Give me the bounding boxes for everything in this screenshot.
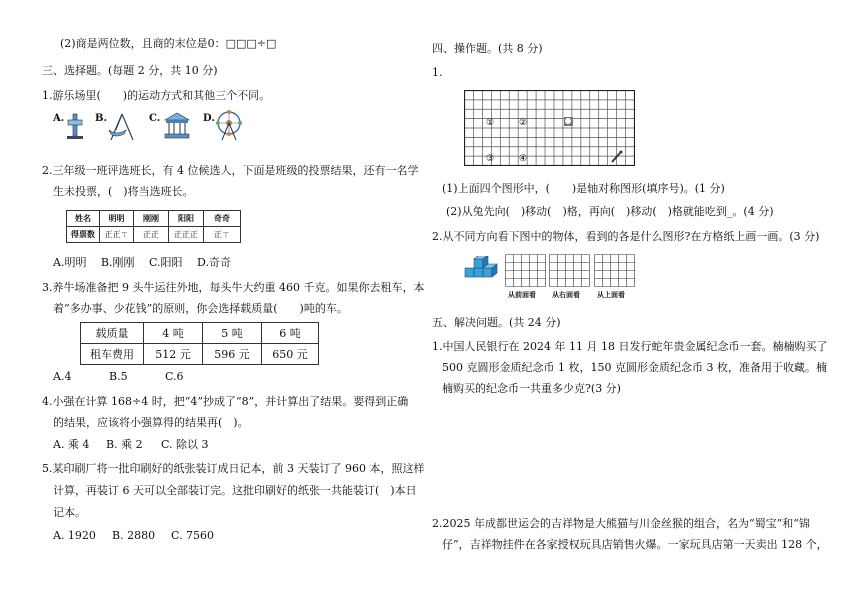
drop-tower-icon: [64, 112, 86, 140]
vote-tally: 正正: [134, 227, 169, 243]
choice-q5-line2: 计算，再装订 6 天可以全部装订完。这批印刷好的纸张一共能装订( )本日: [53, 484, 417, 497]
choice-q3-line1: 3.养牛场准备把 9 头牛运往外地，每头牛大约重 460 千克。如果你去租车，本: [42, 281, 425, 294]
q5-option-a: A. 1920: [53, 529, 96, 542]
cost-cell: 650 元: [262, 344, 319, 365]
view-grid-papers: [505, 254, 637, 288]
rabbit-icon: [564, 117, 573, 126]
grid-with-shapes: [464, 90, 635, 166]
q5-option-c: C. 7560: [171, 529, 215, 542]
vote-table-header-row: [67, 211, 241, 227]
q4-option-b: B. 乘 2: [106, 438, 143, 451]
vote-table-header: 奇奇: [204, 211, 241, 227]
pirate-ship-icon: [106, 112, 138, 142]
choice-q5-line3: 记本。: [53, 506, 86, 519]
choice-q1-text: 1.游乐场里( )的运动方式和其他三个不同。: [42, 89, 271, 102]
choice-q2-options: A.明明 B.刚刚 C.阳阳 D.奇奇: [53, 256, 231, 269]
operation-q1-sub1: (1)上面四个图形中，( )是轴对称图形(填序号)。(1 分): [442, 182, 725, 195]
ferris-wheel-icon: [214, 110, 244, 142]
vote-table-header: 明明: [100, 211, 134, 227]
shape-2-marker: ②: [519, 118, 528, 128]
vote-table-header: 阳阳: [169, 211, 204, 227]
cost-label: 租车费用: [81, 344, 144, 365]
problem-1-line3: 楠购买的纪念币一共重多少克?(3 分): [442, 382, 621, 395]
cost-cell: 512 元: [144, 344, 203, 365]
vote-tally: 正正ㄒ: [100, 227, 134, 243]
option-d-label: D.: [203, 113, 215, 124]
vote-table-header: 刚刚: [134, 211, 169, 227]
section-4-title: 四、操作题。(共 8 分): [432, 42, 543, 55]
problem-2-line1: 2.2025 年成都世运会的吉祥物是大熊猫与川金丝猴的组合，名为“蜀宝”和“锦: [432, 517, 810, 530]
right-view-caption: 从右面看: [552, 290, 580, 299]
front-view-caption: 从前面看: [508, 290, 536, 299]
choice-q2-line2: 生未投票，( )将当选班长。: [53, 185, 194, 198]
vote-table-row-label: 得票数: [67, 227, 100, 243]
q5-option-b: B. 2880: [112, 529, 156, 542]
capacity-cell: 6 吨: [262, 323, 319, 344]
capacity-row: [81, 323, 319, 344]
problem-2-line2: 仔”，吉祥物挂件在各家授权玩具店销售火爆。一家玩具店第一天卖出 128 个，: [442, 538, 828, 551]
vote-tally: 正正正: [169, 227, 204, 243]
problem-1-line2: 500 克圆形金质纪念币 1 枚，150 克圆形金质纪念币 3 枚，准备用于收藏。楠: [442, 361, 827, 374]
choice-q4-line1: 4.小强在计算 168÷4 时，把“4”抄成了“8”，并计算出了结果。要得到正确: [42, 395, 409, 408]
operation-q1-label: 1.: [432, 66, 443, 79]
question-2-subpart: (2)商是两位数，且商的末位是0：□□□÷□: [60, 37, 277, 50]
capacity-label: 载质量: [81, 323, 144, 344]
problem-1-line1: 1.中国人民银行在 2024 年 11 月 18 日发行蛇年贵金属纪念币一套。楠楠购买了: [432, 340, 828, 353]
capacity-cell: 4 吨: [144, 323, 203, 344]
shape-3-marker: ③: [486, 154, 495, 164]
cost-row: [81, 344, 319, 365]
q3-option-a: A.4: [53, 370, 72, 383]
carousel-icon: [162, 110, 192, 140]
section-3-title: 三、选择题。(每题 2 分，共 10 分): [42, 64, 218, 77]
top-view-caption: 从上面看: [597, 290, 625, 299]
q4-option-a: A. 乘 4: [53, 438, 90, 451]
choice-q5-line1: 5.某印刷厂将一批印刷好的纸张装订成日记本，前 3 天装订了 960 本，照这样: [42, 462, 425, 475]
shape-1-marker: ①: [486, 118, 495, 128]
option-b-label: B.: [95, 113, 107, 124]
truck-rental-table: [80, 322, 319, 365]
cost-cell: 596 元: [203, 344, 262, 365]
shape-4-marker: ④: [519, 154, 528, 164]
section-5-title: 五、解决问题。(共 24 分): [432, 316, 561, 329]
choice-q2-line1: 2.三年级一班评选班长，有 4 位候选人，下面是班级的投票结果，还有一名学: [42, 164, 419, 177]
vote-table-header: 姓名: [67, 211, 100, 227]
operation-q1-sub2: (2)从兔先向( )移动( )格，再向( )移动( )格就能吃到_。(4 分): [446, 205, 774, 218]
q4-option-c: C. 除以 3: [161, 438, 209, 451]
vote-table-count-row: [67, 227, 241, 243]
choice-q4-line2: 的结果，应该将小强算得的结果再( )。: [53, 416, 249, 429]
q3-option-b: B.5: [109, 370, 128, 383]
cube-stack-icon: [463, 256, 509, 288]
q3-option-c: C.6: [165, 370, 184, 383]
choice-q3-line2: 着“多办事、少花钱”的原则，你会选择载质量( )吨的车。: [53, 302, 348, 315]
option-a-label: A.: [53, 113, 65, 124]
option-c-label: C.: [149, 113, 161, 124]
vote-result-table: [66, 210, 241, 243]
operation-q2: 2.从不同方向看下图中的物体，看到的各是什么图形?在方格纸上画一画。(3 分): [432, 230, 820, 243]
capacity-cell: 5 吨: [203, 323, 262, 344]
vote-tally: 正ㄒ: [204, 227, 241, 243]
